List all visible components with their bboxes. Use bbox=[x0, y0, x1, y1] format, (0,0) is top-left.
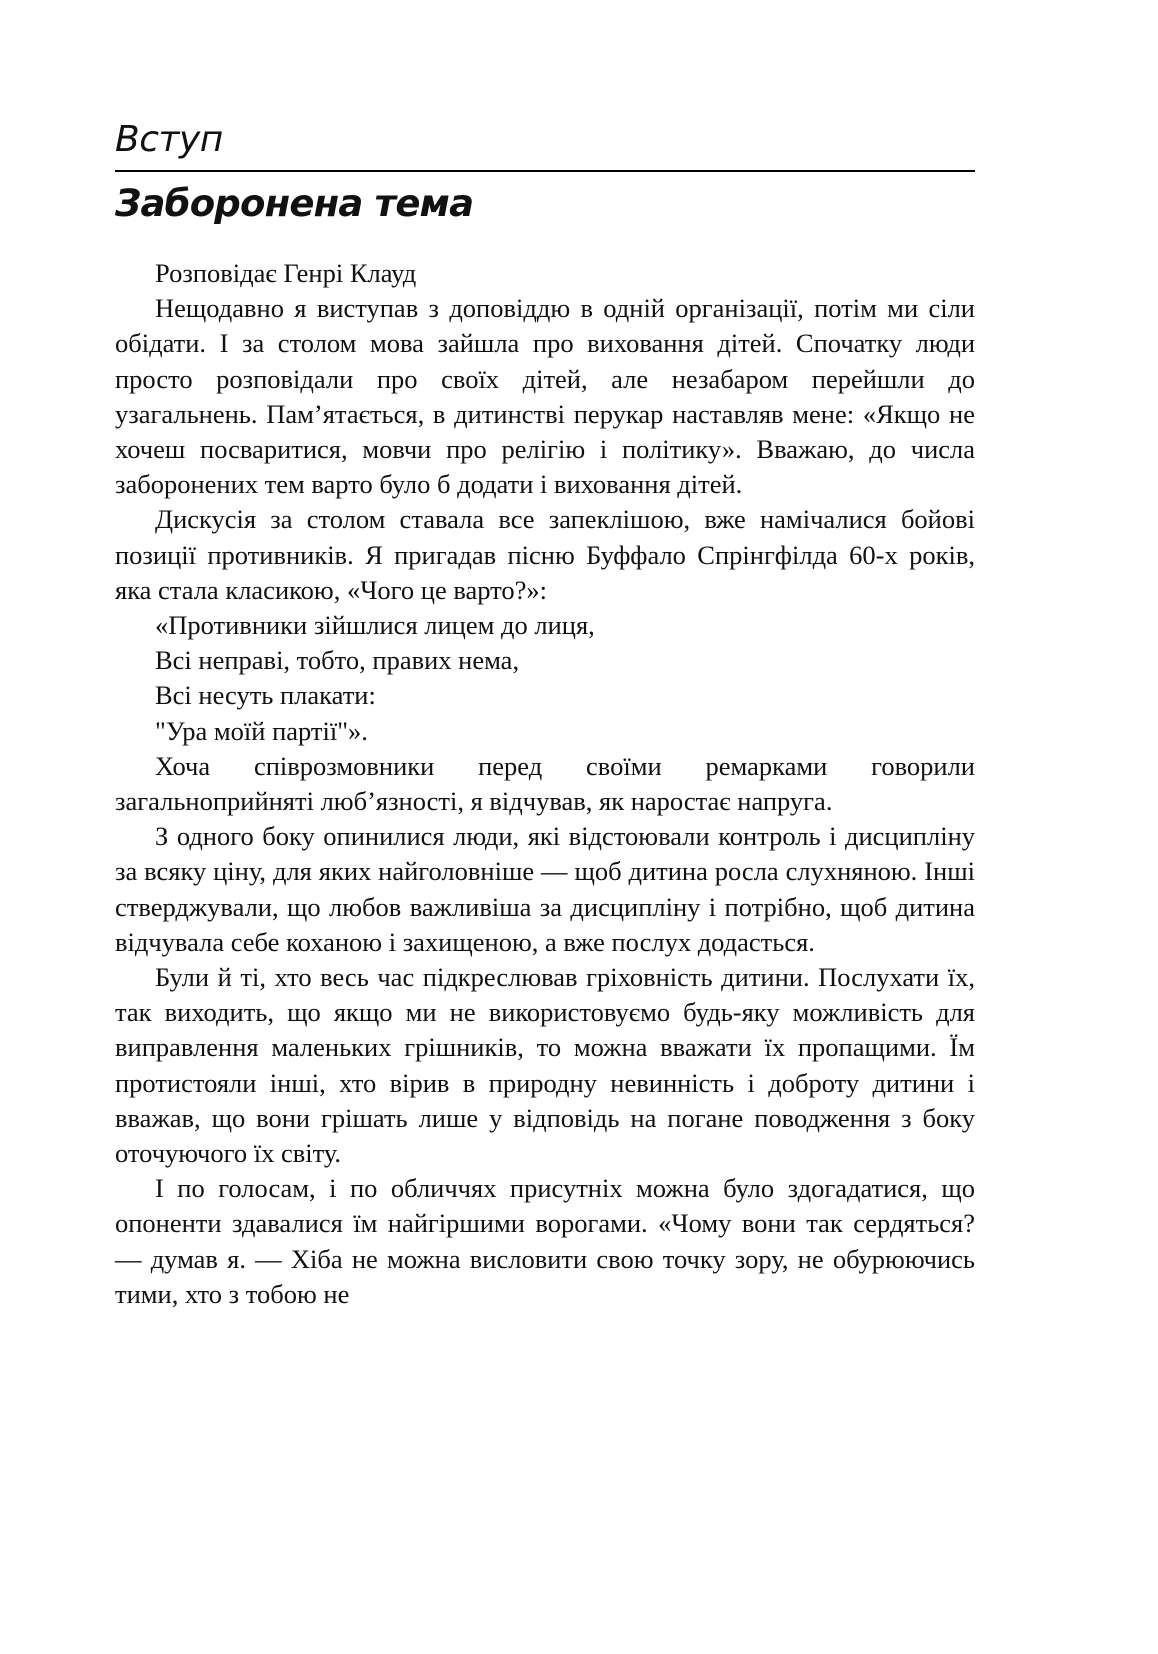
paragraph: Дискусія за столом ставала все запеклішою, вже намічалися бойові позиції противників. Я пригадав пісню Буффало Спрінгфілда 60-х років, яка стала класикою, «Чого це варто?»: bbox=[115, 504, 975, 605]
verse-line: Всі неправі, тобто, правих нема, bbox=[155, 645, 520, 676]
chapter-title: Заборонена тема bbox=[115, 182, 474, 225]
header-divider bbox=[115, 170, 975, 172]
book-page bbox=[115, 118, 975, 1312]
verse-line: "Ура моїй партії"». bbox=[155, 715, 368, 746]
body-text bbox=[115, 256, 975, 1312]
verse-line: Всі несуть плакати: bbox=[155, 680, 376, 711]
narrator-line: Розповідає Генрі Клауд bbox=[155, 258, 417, 288]
paragraph: З одного боку опинилися люди, які відстоювали контроль і дисципліну за всяку ціну, для яких найголовніше — щоб дитина росла слухняною. Інші стверджували, що любов важливіша за дисципліну і потрібно, щоб дитина відчувала себе коханою і захищеною, а вже послух додасться. bbox=[115, 821, 975, 957]
paragraph: Хоча співрозмовники перед своїми ремарками говорили загальноприйняті люб’язності, я відчував, як наростає напруга. bbox=[115, 750, 975, 817]
paragraph: Нещодавно я виступав з доповіддю в одній організації, потім ми сіли обідати. І за столом мова зайшла про виховання дітей. Спочатку люди просто розповідали про своїх дітей, але незабаром перейшли до узагальнень. Пам’ятається, в дитинстві перукар наставляв мене: «Якщо не хочеш посваритися, мовчи про релігію і політику». Вважаю, до числа заборонених тем варто було б додати і виховання дітей. bbox=[115, 293, 975, 500]
paragraph: Були й ті, хто весь час підкреслював гріховність дитини. Послухати їх, так виходить, що якщо ми не використовуємо будь-яку можливість для виправлення маленьких грішників, то можна вважати їх пропащими. Їм протистояли інші, хто вірив в природну невинність і доброту дитини і вважав, що вони грішать лише у відповідь на погане поводження з боку оточуючого їх світу. bbox=[115, 962, 975, 1169]
verse-line: «Противники зійшлися лицем до лиця, bbox=[155, 610, 595, 641]
chapter-label: Вступ bbox=[115, 119, 223, 160]
paragraph: І по голосам, і по обличчях присутніх можна було здогадатися, що опоненти здавалися їм найгіршими ворогами. «Чому вони так сердяться? — думав я. — Хіба не можна висловити свою точку зору, не обурюючись тими, хто з тобою не bbox=[115, 1173, 975, 1309]
